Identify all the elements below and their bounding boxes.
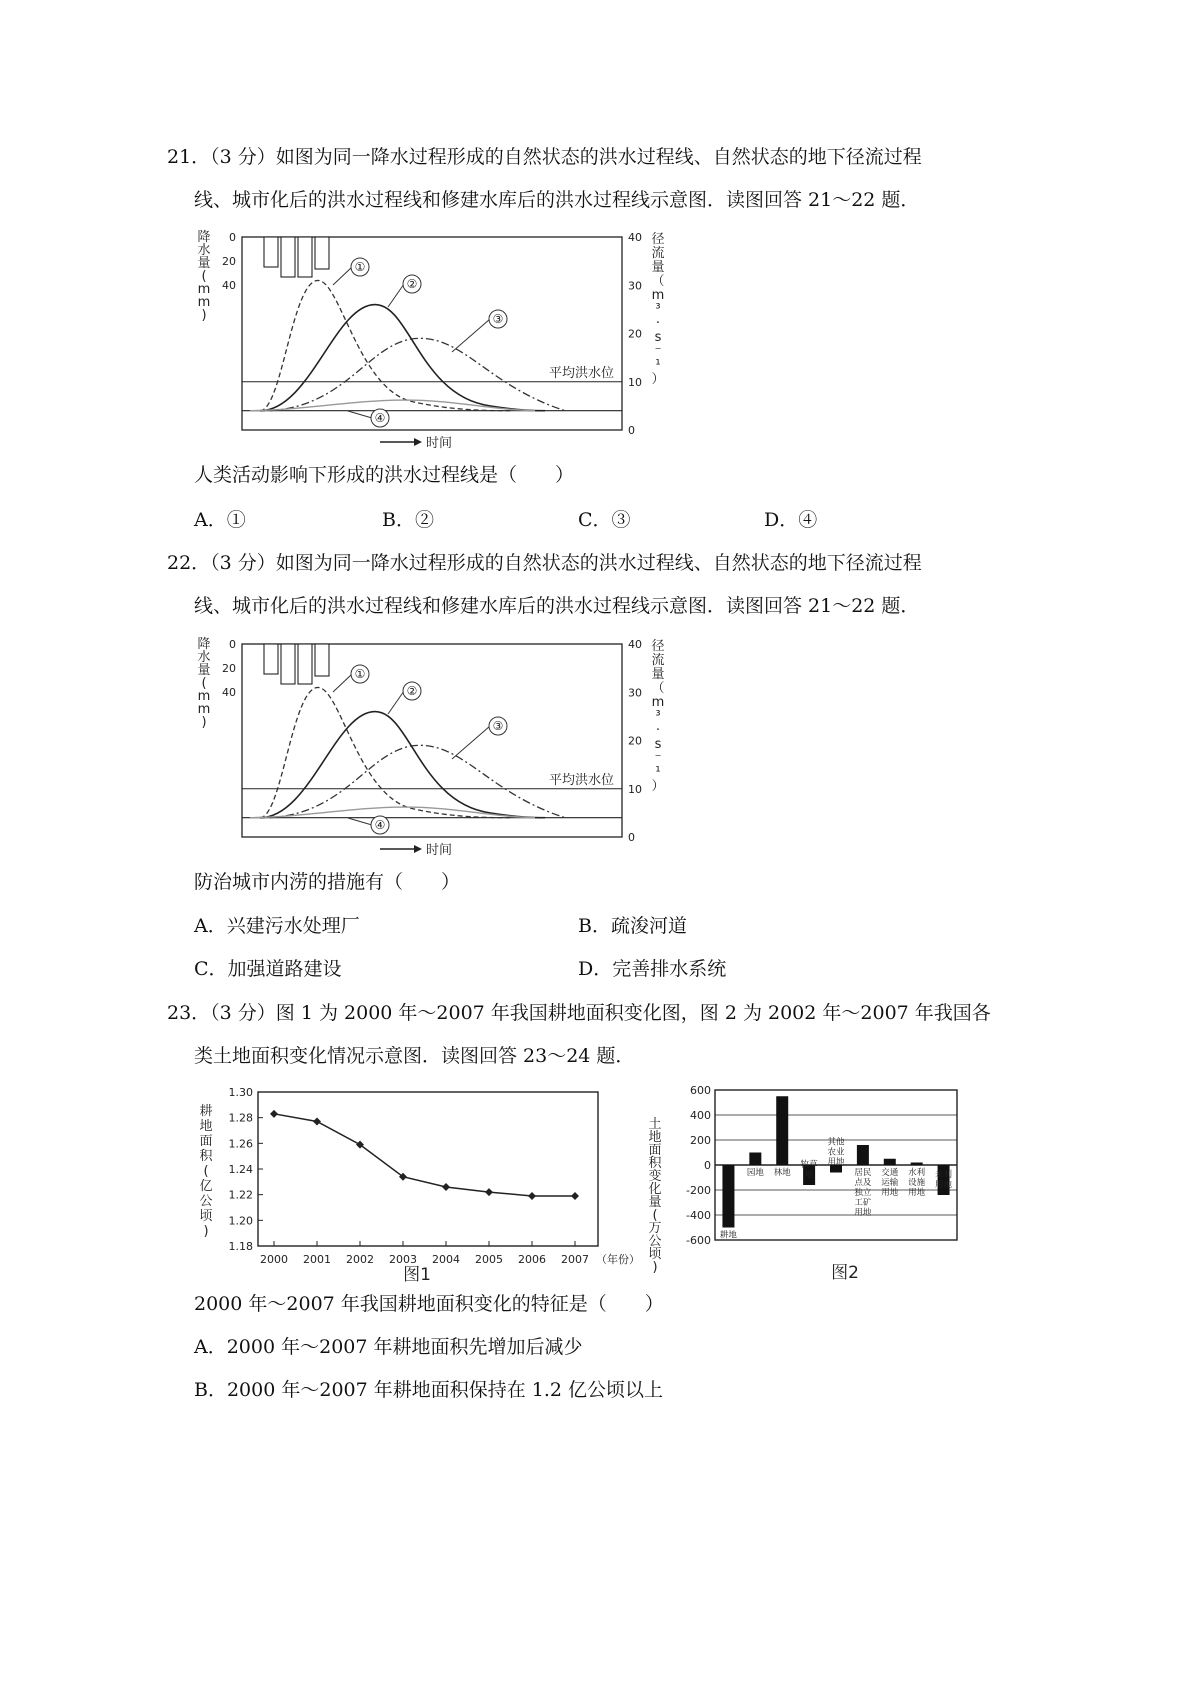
q23-stem-line2: 类土地面积变化情况示意图．读图回答 23～24 题．: [194, 1045, 635, 1067]
y-axis-label: 面: [648, 1143, 662, 1158]
q23-question: 2000 年～2007 年我国耕地面积变化的特征是（ ）: [194, 1293, 664, 1315]
runoff-axis-label: ³: [655, 709, 661, 724]
y-axis-label: 万: [648, 1221, 662, 1236]
curve-label: ②: [406, 684, 418, 698]
figure-2-caption: 图2: [831, 1263, 859, 1283]
precip-bar: [264, 237, 278, 267]
y-axis-label: 面: [199, 1134, 213, 1149]
precip-bar: [281, 644, 295, 684]
y-tick-label: -400: [686, 1209, 711, 1222]
precipitation-axis-label: 水: [197, 650, 211, 665]
x-tick-label: 2003: [389, 1253, 417, 1266]
q22-option-b[interactable]: B．疏浚河道: [578, 915, 687, 937]
runoff-tick-label: 0: [628, 831, 635, 844]
runoff-tick-label: 20: [628, 327, 642, 341]
runoff-axis-label: m: [651, 695, 665, 710]
precip-bar: [264, 644, 278, 674]
precip-tick-label: 40: [222, 686, 236, 699]
category-label: 地: [804, 1170, 814, 1180]
y-tick-label: 1.22: [228, 1188, 253, 1202]
y-tick-label: 1.24: [228, 1163, 253, 1176]
flood-hydrograph-1: [190, 225, 670, 453]
y-axis-label: 地: [199, 1119, 213, 1134]
y-axis-label: 耕: [199, 1104, 213, 1119]
q21-option-c[interactable]: C．③: [578, 509, 631, 531]
category-label: 用地: [854, 1208, 872, 1218]
curve-label: ④: [374, 818, 386, 832]
category-label: 园地: [746, 1168, 764, 1178]
curve-label-leader: [333, 674, 352, 692]
curve-label: ③: [492, 719, 504, 733]
precip-tick-label: 20: [222, 662, 236, 675]
precip-tick-label: 0: [229, 638, 236, 651]
runoff-tick-label: 40: [628, 638, 642, 651]
precipitation-axis-label: (: [201, 269, 207, 284]
curve-label-leader: [333, 267, 352, 285]
q21-option-b[interactable]: B．②: [382, 509, 434, 531]
y-axis-label: 亿: [199, 1179, 213, 1194]
q22-option-c[interactable]: C．加强道路建设: [194, 958, 342, 980]
data-point: [442, 1183, 450, 1191]
y-tick-label: 0: [704, 1159, 711, 1172]
runoff-axis-label: 流: [651, 653, 665, 668]
y-tick-label: 400: [690, 1109, 711, 1122]
q21-question: 人类活动影响下形成的洪水过程线是（ ）: [194, 464, 575, 486]
curve-label: ③: [492, 312, 504, 326]
flood-hydrograph-2: [190, 632, 670, 860]
y-axis-label: 公: [199, 1194, 213, 1209]
category-label: 点及: [854, 1178, 872, 1188]
precip-tick-label: 20: [222, 255, 236, 268]
precip-bar: [298, 237, 312, 277]
q21-option-d[interactable]: D．④: [764, 509, 818, 531]
category-label: 居民: [854, 1168, 872, 1178]
q23-option-b[interactable]: B．2000 年～2007 年耕地面积保持在 1.2 亿公顷以上: [194, 1379, 664, 1401]
y-axis-label: 变: [648, 1169, 662, 1184]
runoff-axis-label: ·: [655, 316, 661, 331]
runoff-tick-label: 40: [628, 231, 642, 244]
precipitation-axis-label: m: [197, 702, 211, 717]
runoff-axis-label: 径: [651, 232, 665, 247]
category-label: 独立: [854, 1188, 872, 1198]
time-axis-label: 时间: [426, 843, 453, 858]
y-axis-label: ): [203, 1224, 209, 1239]
category-label: 运输: [881, 1178, 899, 1188]
runoff-axis-label: ¹: [655, 358, 661, 373]
farmland-area-line: [274, 1114, 575, 1196]
runoff-tick-label: 30: [628, 686, 642, 700]
precipitation-axis-label: 降: [197, 230, 211, 245]
precipitation-axis-label: ): [201, 308, 207, 323]
runoff-axis-label: （: [651, 274, 665, 289]
data-point: [270, 1110, 278, 1118]
figure-1-farmland-area-chart: [192, 1080, 652, 1285]
category-label: 水利: [908, 1168, 926, 1178]
x-tick-label: 2001: [303, 1253, 331, 1266]
curve-label-leader: [388, 691, 404, 714]
runoff-axis-label: ·: [655, 723, 661, 738]
hydrograph-curve-4: [250, 400, 535, 411]
y-axis-label: 顷: [648, 1247, 662, 1262]
figure-1-caption: 图1: [403, 1265, 431, 1285]
category-label: 用地: [935, 1180, 953, 1190]
runoff-axis-label: 量: [651, 667, 665, 682]
precipitation-axis-label: 量: [197, 256, 211, 271]
y-tick-label: 1.28: [228, 1111, 253, 1125]
runoff-axis-label: ）: [651, 779, 665, 794]
y-axis-label: 顷: [199, 1209, 213, 1224]
y-axis-label: (: [652, 1208, 658, 1223]
runoff-axis-label: ¹: [655, 765, 661, 780]
bar: [749, 1153, 761, 1166]
y-axis-label: ): [652, 1260, 658, 1275]
data-point: [313, 1118, 321, 1126]
hydrograph-curve-4: [250, 807, 535, 818]
y-axis-label: 积: [648, 1156, 662, 1171]
curve-label-leader: [452, 726, 490, 759]
precipitation-axis-label: 水: [197, 243, 211, 258]
precip-bar: [281, 237, 295, 277]
curve-label-leader: [348, 411, 372, 418]
y-axis-label: 地: [648, 1130, 662, 1145]
runoff-tick-label: 0: [628, 424, 635, 437]
time-arrow-head: [414, 845, 422, 853]
curve-label: ①: [354, 667, 366, 681]
runoff-axis-label: 量: [651, 260, 665, 275]
x-tick-label: 2000: [260, 1253, 288, 1266]
curve-label-leader: [388, 284, 404, 307]
bar: [776, 1096, 788, 1165]
q23-option-a[interactable]: A．2000 年～2007 年耕地面积先增加后减少: [194, 1336, 583, 1358]
q21-option-a[interactable]: A．①: [194, 509, 246, 531]
runoff-tick-label: 20: [628, 734, 642, 748]
runoff-axis-label: ³: [655, 302, 661, 317]
y-tick-label: -600: [686, 1234, 711, 1247]
bar: [911, 1163, 923, 1166]
q22-question: 防治城市内涝的措施有（ ）: [194, 871, 461, 893]
precipitation-axis-label: m: [197, 689, 211, 704]
y-axis-label: 量: [648, 1195, 662, 1210]
y-axis-label: 积: [199, 1149, 213, 1164]
x-tick-label: 2006: [518, 1253, 546, 1266]
precip-tick-label: 40: [222, 279, 236, 292]
category-label: 耕地: [719, 1230, 737, 1241]
q21-stem-line1: 21．（3 分）如图为同一降水过程形成的自然状态的洪水过程线、自然状态的地下径流过程: [167, 146, 922, 168]
runoff-tick-label: 10: [628, 375, 642, 389]
precip-bar: [315, 644, 329, 676]
runoff-axis-label: 流: [651, 246, 665, 261]
y-tick-label: -200: [686, 1184, 711, 1197]
y-axis-label: 土: [648, 1117, 662, 1132]
mean-flood-level-label: 平均洪水位: [548, 772, 614, 788]
curve-label-leader: [452, 319, 490, 352]
precipitation-axis-label: 量: [197, 663, 211, 678]
bar: [884, 1159, 896, 1165]
y-tick-label: 1.18: [228, 1240, 253, 1253]
curve-label: ②: [406, 277, 418, 291]
y-axis-label: (: [203, 1164, 209, 1179]
data-point: [528, 1192, 536, 1200]
x-axis-label: （年份）: [596, 1253, 640, 1266]
q23-stem-line1: 23．（3 分）图 1 为 2000 年～2007 年我国耕地面积变化图，图 2 为 2002 年～2007 年我国各: [167, 1002, 991, 1024]
precipitation-axis-label: 降: [197, 637, 211, 652]
y-tick-label: 200: [690, 1134, 711, 1147]
x-tick-label: 2002: [346, 1253, 374, 1266]
precipitation-axis-label: m: [197, 295, 211, 310]
precip-tick-label: 0: [229, 231, 236, 244]
q22-option-a[interactable]: A．兴建污水处理厂: [194, 915, 360, 937]
category-label: 牧草: [800, 1160, 818, 1170]
category-label: 用地: [881, 1188, 899, 1198]
runoff-axis-label: m: [651, 288, 665, 303]
precipitation-axis-label: (: [201, 676, 207, 691]
runoff-tick-label: 10: [628, 782, 642, 796]
category-label: 农业: [827, 1147, 845, 1158]
runoff-axis-label: s: [654, 330, 662, 345]
time-arrow-head: [414, 438, 422, 446]
q22-stem-line2: 线、城市化后的洪水过程线和修建水库后的洪水过程线示意图．读图回答 21～22 题．: [194, 595, 920, 617]
q21-stem-line2: 线、城市化后的洪水过程线和修建水库后的洪水过程线示意图．读图回答 21～22 题．: [194, 189, 920, 211]
category-label: 用地: [908, 1188, 926, 1198]
y-axis-label: 公: [648, 1234, 662, 1249]
hydrograph-curve-1: [260, 687, 510, 817]
mean-flood-level-label: 平均洪水位: [548, 365, 614, 381]
q22-stem-line1: 22．（3 分）如图为同一降水过程形成的自然状态的洪水过程线、自然状态的地下径流过程: [167, 552, 922, 574]
precipitation-axis-label: m: [197, 282, 211, 297]
runoff-axis-label: s: [654, 737, 662, 752]
x-tick-label: 2004: [432, 1253, 460, 1266]
y-tick-label: 1.26: [228, 1137, 253, 1151]
runoff-tick-label: 30: [628, 279, 642, 293]
curve-label: ①: [354, 260, 366, 274]
figure-2-land-change-chart: [645, 1078, 965, 1288]
category-label: 其他: [827, 1137, 845, 1148]
runoff-axis-label: （: [651, 681, 665, 696]
q22-option-d[interactable]: D．完善排水系统: [578, 958, 727, 980]
runoff-axis-label: 径: [651, 639, 665, 654]
category-label: 未利: [935, 1170, 953, 1180]
x-tick-label: 2007: [561, 1253, 589, 1266]
precip-bar: [315, 237, 329, 269]
precip-bar: [298, 644, 312, 684]
data-point: [571, 1192, 579, 1200]
plot-frame: [258, 1092, 598, 1246]
category-label: 交通: [881, 1168, 899, 1178]
category-label: 设施: [908, 1178, 926, 1188]
x-tick-label: 2005: [475, 1253, 503, 1266]
category-label: 林地: [773, 1168, 791, 1178]
curve-label: ④: [374, 411, 386, 425]
precipitation-axis-label: ): [201, 715, 207, 730]
category-label: 工矿: [854, 1198, 872, 1208]
y-tick-label: 1.30: [228, 1086, 253, 1099]
time-axis-label: 时间: [426, 436, 453, 451]
bar: [857, 1145, 869, 1165]
runoff-axis-label: ⁻: [654, 751, 662, 766]
runoff-axis-label: ）: [651, 372, 665, 387]
hydrograph-curve-1: [260, 280, 510, 410]
runoff-axis-label: ⁻: [654, 344, 662, 359]
category-label: 用地: [827, 1157, 845, 1168]
data-point: [485, 1188, 493, 1196]
y-tick-label: 1.20: [228, 1214, 253, 1228]
bar: [722, 1165, 734, 1228]
curve-label-leader: [348, 818, 372, 825]
y-tick-label: 600: [690, 1084, 711, 1097]
y-axis-label: 化: [648, 1182, 662, 1197]
